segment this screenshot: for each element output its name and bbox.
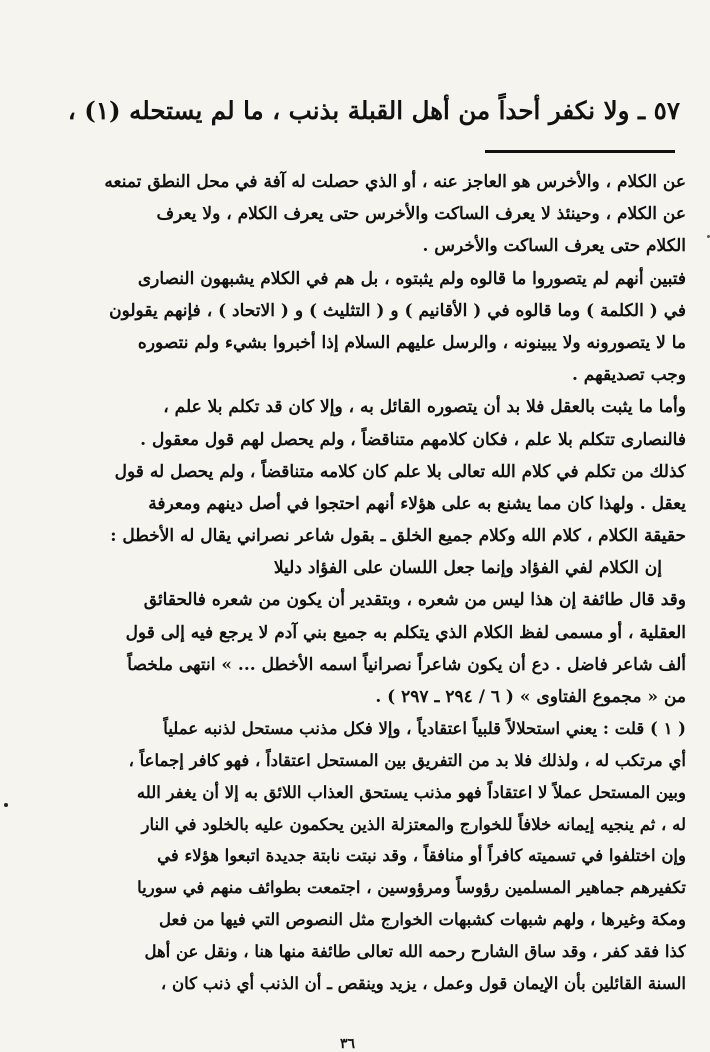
footnote-separator-rule [485, 150, 675, 153]
text-line: الكلام حتى يعرف الساكت والأخرس . [422, 236, 686, 257]
poetry-verse: إن الكلام لفي الفؤاد وإنما جعل اللسان على الفؤاد دليلا [273, 558, 662, 579]
footnote-line: أي مرتكب له ، ولذلك فلا بد من التفريق بين المستحل اعتقاداً ، فهو كافر إجماعاً ، [128, 750, 686, 770]
text-line: العقلية ، أو مسمى لفظ الكلام الذي يتكلم به جميع بني آدم لا يرجع فيه إلى قول [125, 622, 686, 643]
text-line: عن الكلام ، والأخرس هو العاجز عنه ، أو الذي حصلت له آفة في محل النطق تمنعه [104, 172, 686, 192]
text-line: يعقل . ولهذا كان مما يشنع به على هؤلاء أنهم احتجوا في أصل دينهم ومعرفة [148, 493, 686, 514]
text-line: وجب تصديقهم . [571, 365, 686, 386]
text-line: كذلك من تكلم في كلام الله تعالى بلا علم كان كلامه متناقضاً ، ولم يحصل له قول [114, 461, 686, 482]
footnote-line: له ، ثم ينجيه إيمانه خلافاً للخوارج والمعتزلة الذين يحكمون عليه بالخلود في النار [141, 814, 686, 834]
text-line: في ( الكلمة ) وما قالوه في ( الأقانيم ) و ( التثليث ) و ( الاتحاد ) ، فإنهم يقولون [109, 300, 686, 321]
footnote-line: السنة القائلين بأن الإيمان قول وعمل ، يزيد وينقص ـ أن الذنب أي ذنب كان ، [160, 973, 686, 993]
text-line: عن الكلام ، وحينئذ لا يعرف الساكت والأخرس حتى يعرف الكلام ، ولا يعرف [156, 204, 686, 225]
footnote-line: ( ١ ) قلت : يعني استحلالاً قلبياً اعتقادياً ، وإلا فكل مذنب مستحل لذنبه عملياً [163, 719, 686, 739]
text-line: وأما ما يثبت بالعقل فلا بد أن يتصوره القائل به ، وإلا كان قد تكلم بلا علم ، [163, 397, 686, 418]
text-line: فالنصارى تتكلم بلا علم ، فكان كلامهم متناقضاً ، ولم يحصل لهم قول معقول . [140, 429, 686, 450]
text-line: فتبين أنهم لم يتصوروا ما قالوه ولم يثبتوه ، بل هم في الكلام يشبهون النصارى [137, 268, 686, 289]
text-line: حقيقة الكلام ، كلام الله وكلام جميع الخلق ـ بقول شاعر نصراني يقال له الأخطل : [110, 526, 686, 547]
text-line: ألف شاعر فاضل . دع أن يكون شاعراً نصرانياً اسمه الأخطل ... » انتهى ملخصاً [127, 654, 686, 675]
footnote-line: وبين المستحل عملاً لا اعتقاداً فهو مذنب يستحق العذاب اللائق به إلا أن يغفر الله [136, 782, 686, 802]
footnote-line: ومكة وغيرها ، ولهم شبهات كشبهات الخوارج مثل النصوص التي فيها من فعل [159, 909, 686, 929]
text-line: من « مجموع الفتاوى » ( ٦ / ٢٩٤ ـ ٢٩٧ ) . [375, 687, 686, 707]
text-line: ما لا يتصورونه ولا يبينونه ، والرسل عليهم السلام إذا أخبروا بشيء ولم نتصوره [137, 332, 686, 353]
text-line: وقد قال طائفة إن هذا ليس من شعره ، وبتقدير أن يكون من شعره فالحقائق [143, 590, 686, 611]
footnote-line: وإن اختلفوا في تسميته كافراً أو منافقاً ، وقد نبتت نابتة جديدة اتبعوا هؤلاء في [157, 846, 686, 866]
page-body [8, 166, 686, 999]
page-number: ٣٦ [340, 1036, 356, 1052]
footnote-line: كذا فقد كفر ، وقد ساق الشارح رحمه الله تعالى طائفة منها هنا ، ونقل عن أهل [144, 941, 686, 961]
footnote-line: تكفيرهم جماهير المسلمين رؤوساً ومرؤوسين ، اجتمعت بطوائف منهم في سوريا [137, 878, 686, 898]
matn-heading: ٥٧ ـ ولا نكفر أحداً من أهل القبلة بذنب ، ما لم يستحله (١) ، [67, 96, 680, 125]
scan-speck [4, 803, 8, 807]
